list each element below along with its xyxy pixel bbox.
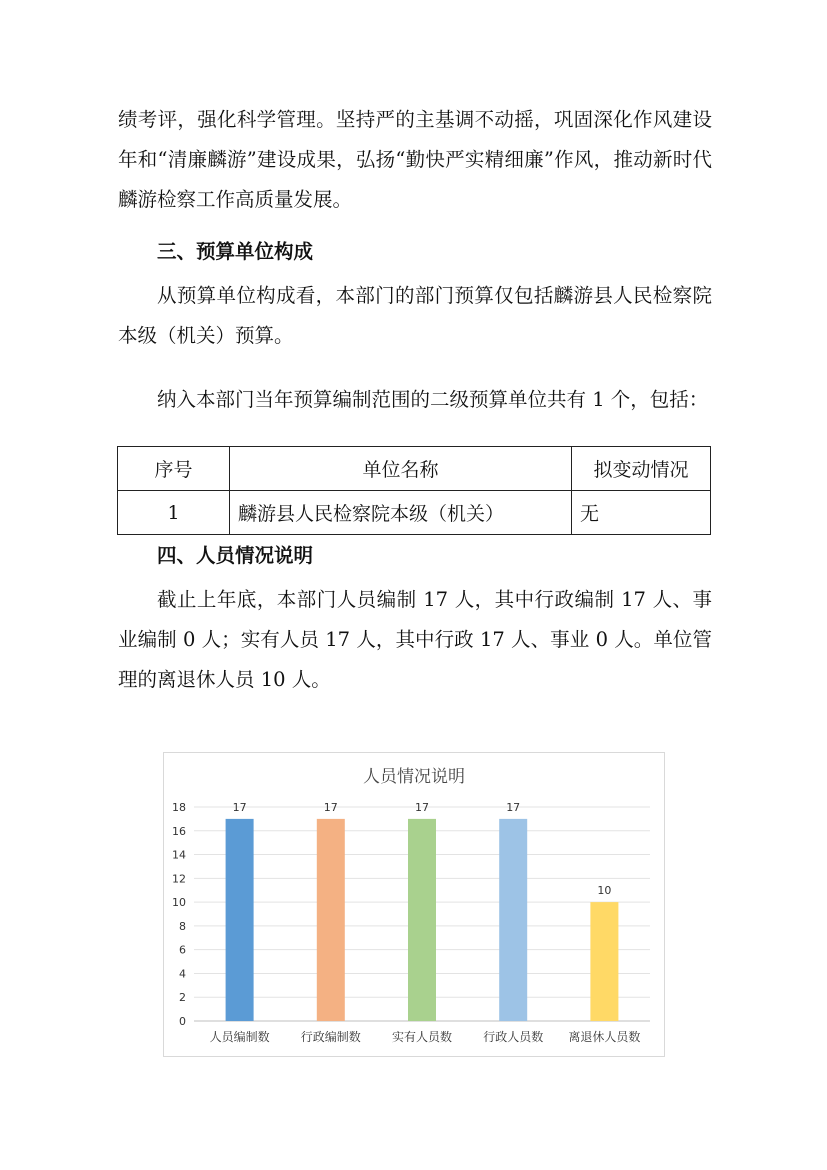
x-tick-label: 人员编制数 [209,1030,270,1044]
paragraph-secondary-units: 纳入本部门当年预算编制范围的二级预算单位共有 1 个，包括： [157,388,709,411]
chart-title: 人员情况说明 [363,767,465,787]
data-label: 17 [232,800,247,814]
bar [590,902,618,1021]
table-cell-change: 无 [572,491,711,535]
y-tick-label: 4 [179,967,186,981]
y-tick-label: 10 [172,896,186,910]
bar [499,819,527,1021]
y-tick-label: 0 [179,1015,186,1028]
x-tick-label: 行政人员数 [483,1030,544,1044]
data-label: 10 [597,884,612,898]
paragraph-work-style: 绩考评，强化科学管理。坚持严的主基调不动摇，巩固深化作风建设年和“清廉麟游”建设成果，弘扬“勤快严实精细廉”作风，推动新时代麟游检察工作高质量发展。 [118,108,712,211]
y-tick-label: 16 [172,824,186,838]
x-tick-label: 实有人员数 [391,1030,453,1044]
data-label: 17 [415,800,429,814]
y-tick-label: 14 [172,848,186,862]
table-row [118,491,711,535]
bar [226,819,254,1021]
data-label: 17 [506,800,521,814]
y-tick-label: 18 [172,801,186,814]
y-tick-label: 2 [179,991,186,1005]
y-tick-label: 12 [172,872,186,886]
y-tick-label: 8 [179,919,186,933]
x-tick-label: 离退休人员数 [568,1030,641,1044]
table-header-unit-name: 单位名称 [230,447,572,491]
staff-bar-chart [164,753,664,1056]
paragraph-staff-details: 截止上年底，本部门人员编制 17 人，其中行政编制 17 人、事业编制 0 人；实有人员 17 人，其中行政 17 人、事业 0 人。单位管理的离退休人员 10 人。 [118,588,712,691]
bar [317,819,345,1021]
table-cell-index: 1 [118,491,230,535]
table-cell-unit-name: 麟游县人民检察院本级（机关） [230,491,572,535]
x-tick-label: 行政编制数 [300,1030,361,1044]
section-heading-staff: 四、人员情况说明 [157,544,314,567]
table-header-index: 序号 [118,447,230,491]
staff-chart [163,752,665,1057]
section-heading-budget-units: 三、预算单位构成 [157,240,314,263]
y-tick-label: 6 [179,943,186,957]
bar [408,819,436,1021]
table-header-row [118,447,711,491]
paragraph-budget-composition: 从预算单位构成看，本部门的部门预算仅包括麟游县人民检察院本级（机关）预算。 [118,284,712,347]
budget-units-table [117,446,711,535]
table-header-change: 拟变动情况 [572,447,711,491]
data-label: 17 [323,800,338,814]
